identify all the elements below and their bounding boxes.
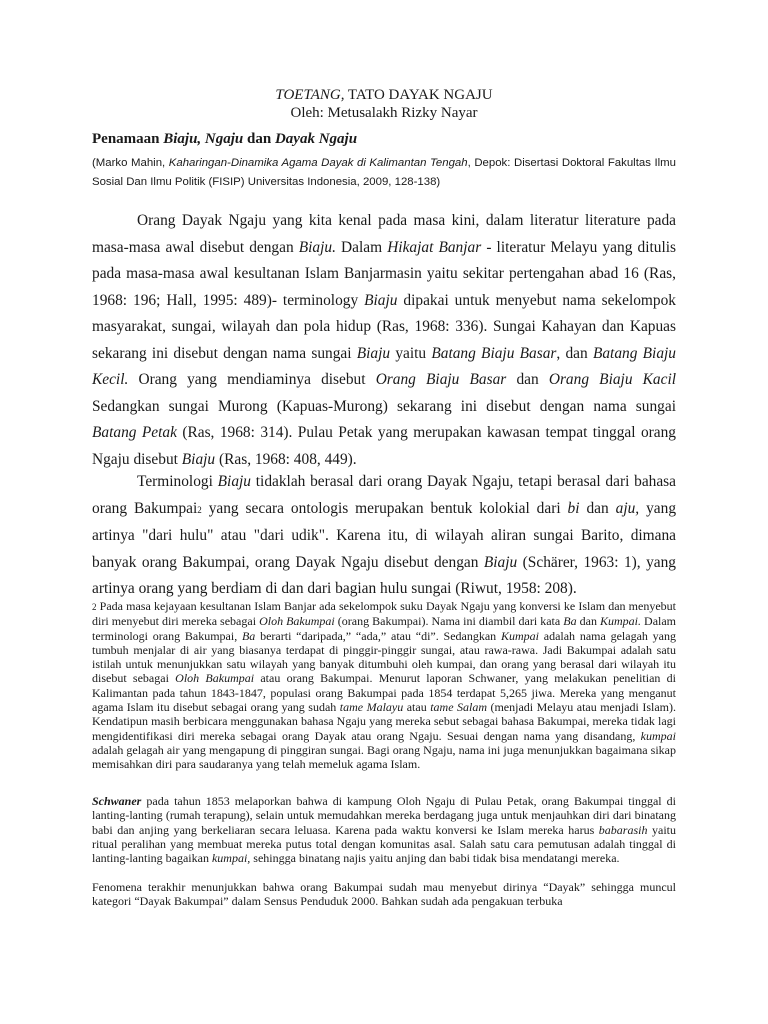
footnote-schwaner (92, 794, 676, 865)
footnote-fenomena (92, 880, 676, 909)
italic-term: Biaju (364, 291, 398, 309)
italic-term: Oloh Bakumpai (175, 671, 255, 686)
text: - literatur Melayu yang ditulis pada masa-masa awal kesultanan Islam Banjarmasin yaitu sekitar pertengahan abad 16 (Ras, 1968: 196; Hall, 1995: 489)- terminology (92, 238, 676, 309)
text: Terminologi (137, 473, 218, 490)
italic-term: Biaju (217, 473, 251, 490)
italic-term: Kumpai. (599, 614, 641, 629)
italic-term: Ba (241, 628, 256, 643)
footnote-number: 2 (92, 602, 97, 612)
text: dan (576, 614, 600, 629)
text: yaitu (390, 344, 432, 362)
italic-term: Kumpai (500, 628, 539, 643)
text: Orang yang mendiaminya disebut (128, 371, 376, 388)
italic-term: Hikajat Banjar (387, 238, 482, 256)
citation-rest: , Depok: Disertasi Doktoral Fakultas Ilmu Sosial Dan Ilmu Politik (FISIP) Universitas Indonesia, 2009, 128-138) (92, 157, 676, 188)
text: pada tahun 1853 melaporkan bahwa di kampung Oloh Ngaju di Pulau Petak, orang Bakumpai tinggal di lanting-lanting (rumah terapung), selain untuk memudahkan mereka berdagang juga untuk menjauhkan diri dari binatang babi dan anjing yang berkeliaran secara leluasa. Karena pada waktu konversi ke Islam mereka harus (92, 794, 676, 837)
text: (Schärer, 1963: 1), yang artinya orang yang berdiam di dan dari bagian hulu sungai (Riwut, 1958: 208). (92, 553, 677, 597)
text: berarti “daripada,” “ada,” atau “di”. Sedangkan (255, 628, 501, 643)
italic-term: tame Malayu (339, 700, 404, 715)
section-heading (92, 130, 357, 149)
italic-term: Biaju. (298, 238, 336, 256)
text: dan (579, 499, 616, 517)
italic-term: Biaju (483, 553, 518, 571)
text: (menjadi Melayu atau menjadi Islam). Kendatipun masih berbicara menggunakan bahasa Ngaju yang mereka sebut sebagai bahasa Bakumpai, mereka tidak lagi mengidentifikasi diri mereka sebagai orang Dayak atau orang Ngaju. Sesuai dengan nama yang disandang, (92, 700, 676, 743)
italic-term: tame Salam (430, 700, 487, 715)
footnote-ref: 2 (197, 504, 202, 515)
text: Dalam terminologi orang Bakumpai, (92, 614, 677, 643)
italic-term: kumpai, (211, 851, 251, 866)
heading-prefix: Penamaan (92, 131, 164, 147)
title-italic: TOETANG, (275, 87, 345, 103)
text: Fenomena terakhir menunjukkan bahwa orang Bakumpai sudah mau menyebut dirinya “Dayak” sehingga muncul kategori “Dayak Bakumpai” dalam Sensus Penduduk 2000. Bahkan sudah ada pengakuan terbuka (92, 880, 676, 909)
text: yang secara ontologis merupakan bentuk kolokial dari (201, 499, 568, 517)
title-rest: TATO DAYAK NGAJU (344, 87, 493, 103)
italic-term: bi (567, 499, 580, 517)
text: sehingga binatang najis yaitu anjing dan babi tidak bisa mendatangi mereka. (250, 851, 620, 866)
heading-term2: Dayak Ngaju (274, 131, 358, 147)
text: Sedangkan sungai Murong (Kapuas-Murong) sekarang ini disebut dengan nama sungai (92, 397, 676, 415)
text: Dalam (335, 238, 388, 256)
heading-term1: Biaju, Ngaju (163, 131, 244, 147)
citation-prefix: (Marko Mahin, (92, 157, 169, 169)
paragraph-1 (92, 208, 676, 473)
text: atau (403, 700, 431, 715)
footnote-2 (92, 599, 676, 772)
text: atau orang Bakumpai. Menurut laporan Schwaner, yang melakukan penelitian di Kalimantan pada tahun 1843-1847, populasi orang Bakumpai pada 1854 terdapat 5,265 jiwa. Mereka yang menganut agama Islam itu disebut sebagai orang yang sudah (92, 671, 676, 715)
document-title (0, 86, 768, 105)
italic-term: Biaju (181, 450, 216, 468)
italic-term: Batang Biaju Basar (431, 344, 557, 362)
bold-italic-term: Schwaner (92, 794, 142, 808)
heading-and: dan (243, 131, 275, 147)
italic-term: Oloh Bakumpai (259, 614, 335, 629)
italic-term: Orang Biaju Kacil (548, 371, 677, 388)
text: adalah nama gelagah yang tumbuh menjalar di air yang biasanya terdapat di pinggir-pinggir sungai, atau rawa-rawa. Jadi Bakumpai adalah satu istilah untuk menunjukkan satu wilayah yang banyak ditumbuhi oleh kumpai, dan orang yang berasal dari wilayah itu disebut sebagai (92, 628, 677, 686)
text: adalah gelagah air yang mengapung di pinggiran sungai. Bagi orang Ngaju, nama ini juga menunjukkan bagaimana sikap memisahkan diri para saudaranya yang telah memeluk agama Islam. (92, 742, 676, 772)
italic-term: Biaju (356, 344, 391, 362)
author-line: Oleh: Metusalakh Rizky Nayar (290, 105, 478, 121)
text: yang artinya "dari hulu" atau "dari udik". Karena itu, di wilayah aliran sungai Barito, dimana banyak orang Bakumpai, orang Dayak Ngaju disebut dengan (92, 499, 677, 571)
italic-term: Batang Petak (92, 424, 177, 441)
citation-work: Kaharingan-Dinamika Agama Dayak di Kalimantan Tengah (168, 157, 468, 169)
text: Pada masa kejayaan kesultanan Islam Banjar ada sekelompok suku Dayak Ngaju yang konversi ke Islam dan menyebut diri menyebut diri mereka sebagai (92, 599, 676, 629)
text: dan (506, 371, 549, 388)
text: yaitu ritual peralihan yang membuat mereka putus total dengan komunitas asal. Salah satu cara pemutusan adalah tinggal di lanting-lanting bagaikan (92, 822, 676, 866)
text: (Ras, 1968: 314). Pulau Petak yang merupakan kawasan tempat tinggal orang Ngaju disebut (92, 424, 676, 468)
italic-term: babarasih (598, 822, 648, 837)
text: tidaklah berasal dari orang Dayak Ngaju, tetapi berasal dari bahasa orang Bakumpai (92, 473, 676, 517)
citation (92, 154, 676, 192)
text: , dan (556, 344, 593, 362)
italic-term: kumpai (640, 728, 676, 743)
text: dipakai untuk menyebut nama sekelompok masyarakat, sungai, wilayah dan pola hidup (Ras, 1968: 336). Sungai Kahayan dan Kapuas sekarang ini disebut dengan nama sungai (92, 291, 676, 362)
italic-term: aju, (615, 499, 640, 517)
italic-term: Batang Biaju Kecil. (92, 344, 676, 388)
text: (Ras, 1968: 408, 449). (215, 450, 357, 468)
text: Orang Dayak Ngaju yang kita kenal pada masa kini, dalam literatur literature pada masa-masa awal disebut dengan (92, 212, 676, 256)
text: (orang Bakumpai). Nama ini diambil dari kata (334, 614, 564, 629)
italic-term: Orang Biaju Basar (375, 371, 507, 388)
italic-term: Ba (563, 614, 577, 629)
paragraph-2 (92, 469, 676, 603)
